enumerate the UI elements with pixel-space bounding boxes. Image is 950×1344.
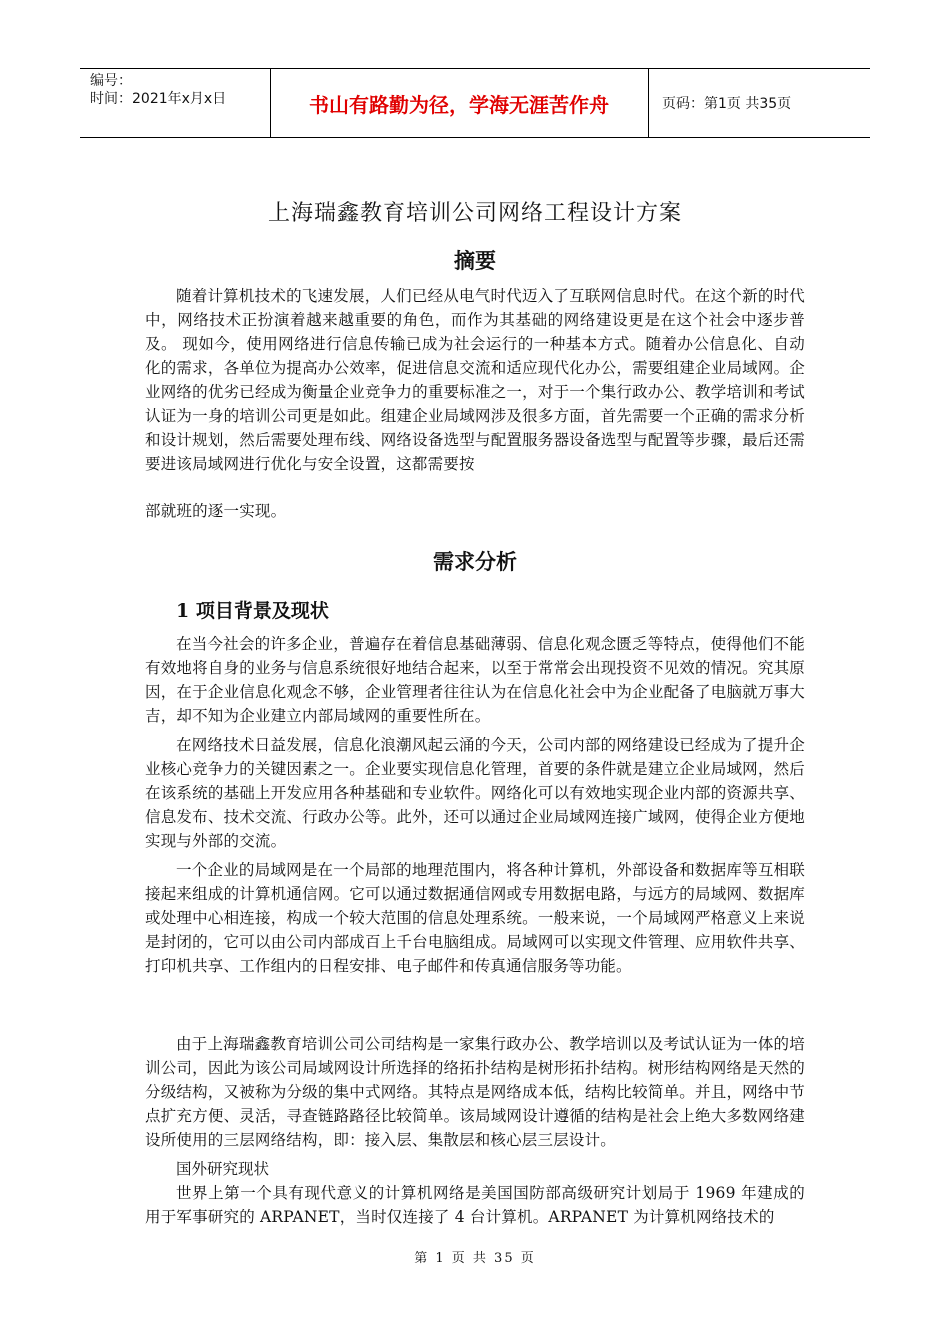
document-time-label: 时间：2021年x月x日 (90, 91, 227, 107)
page-header (80, 68, 870, 138)
page-footer: 第 1 页 共 35 页 (414, 1251, 536, 1266)
subsection-heading-foreign-research: 国外研究现状 (176, 1160, 270, 1178)
abstract-paragraph-tail: 部就班的逐一实现。 (145, 502, 287, 520)
body-paragraph: 世界上第一个具有现代意义的计算机网络是美国国防部高级研究计划局于 1969 年建成的用于军事研究的 ARPANET，当时仅连接了 4 台计算机。ARPANET 为计算机网络技术的 (145, 1184, 805, 1226)
header-motto: 书山有路勤为径，学海无涯苦作舟 (270, 69, 649, 137)
body-paragraph: 由于上海瑞鑫教育培训公司公司结构是一家集行政办公、教学培训以及考试认证为一体的培训公司，因此为该公司局域网设计所选择的络拓扑结构是树形拓扑结构。树形结构网络是天然的分级结构，又被称为分级的集中式网络。其特点是网络成本低，结构比较简单。并且，网络中节点扩充方便、灵活，寻查链路路径比较简单。该局域网设计遵循的结构是社会上绝大多数网络建设所使用的三层网络结构，即：接入层、集散层和核心层三层设计。 (145, 1035, 805, 1149)
abstract-paragraph: 随着计算机技术的飞速发展，人们已经从电气时代迈入了互联网信息时代。在这个新的时代中，网络技术正扮演着越来越重要的角色，而作为其基础的网络建设更是在这个社会中逐步普及。 现如今，使用网络进行信息传输已成为社会运行的一种基本方式。随着办公信息化、自动化的需求，各单位为提高办公效率，促进信息交流和适应现代化办公，需要组建企业局域网。企业网络的优劣已经成为衡量企业竞争力的重要标准之一，对于一个集行政办公、教学培训和考试认证为一身的培训公司更是如此。组建企业局域网涉及很多方面，首先需要一个正确的需求分析和设计规划，然后需要处理布线、网络设备选型与配置服务器设备选型与配置等步骤，最后还需要进该局域网进行优化与安全设置，这都需要按 (145, 287, 805, 473)
body-paragraph: 在网络技术日益发展，信息化浪潮风起云涌的今天，公司内部的网络建设已经成为了提升企业核心竞争力的关键因素之一。企业要实现信息化管理，首要的条件就是建立企业局域网，然后在该系统的基础上开发应用各种基础和专业软件。网络化可以有效地实现企业内部的资源共享、信息发布、技术交流、行政办公等。此外，还可以通过企业局域网连接广域网，使得企业方便地实现与外部的交流。 (145, 736, 805, 850)
abstract-heading: 摘要 (454, 249, 496, 273)
document-title: 上海瑞鑫教育培训公司网络工程设计方案 (267, 201, 682, 226)
body-paragraph: 一个企业的局域网是在一个局部的地理范围内，将各种计算机，外部设备和数据库等互相联接起来组成的计算机通信网。它可以通过数据通信网或专用数据电路，与远方的局域网、数据库或处理中心相连接，构成一个较大范围的信息处理系统。一般来说，一个局域网严格意义上来说是封闭的，它可以由公司内部成百上千台电脑组成。局域网可以实现文件管理、应用软件共享、打印机共享、工作组内的日程安排、电子邮件和传真通信服务等功能。 (145, 861, 805, 975)
header-page-label: 页码：第1页 共35页 (662, 96, 792, 112)
body-paragraph: 在当今社会的许多企业，普遍存在着信息基础薄弱、信息化观念匮乏等特点，使得他们不能有效地将自身的业务与信息系统很好地结合起来，以至于常常会出现投资不见效的情况。究其原因，在于企业信息化观念不够，企业管理者往往认为在信息化社会中为企业配备了电脑就万事大吉，却不知为企业建立内部局域网的重要性所在。 (145, 635, 805, 725)
requirements-heading: 需求分析 (433, 550, 517, 574)
document-number-label: 编号： (90, 73, 132, 89)
header-meta-cell (80, 69, 271, 137)
section-heading-project-background: 1 项目背景及现状 (176, 600, 329, 622)
